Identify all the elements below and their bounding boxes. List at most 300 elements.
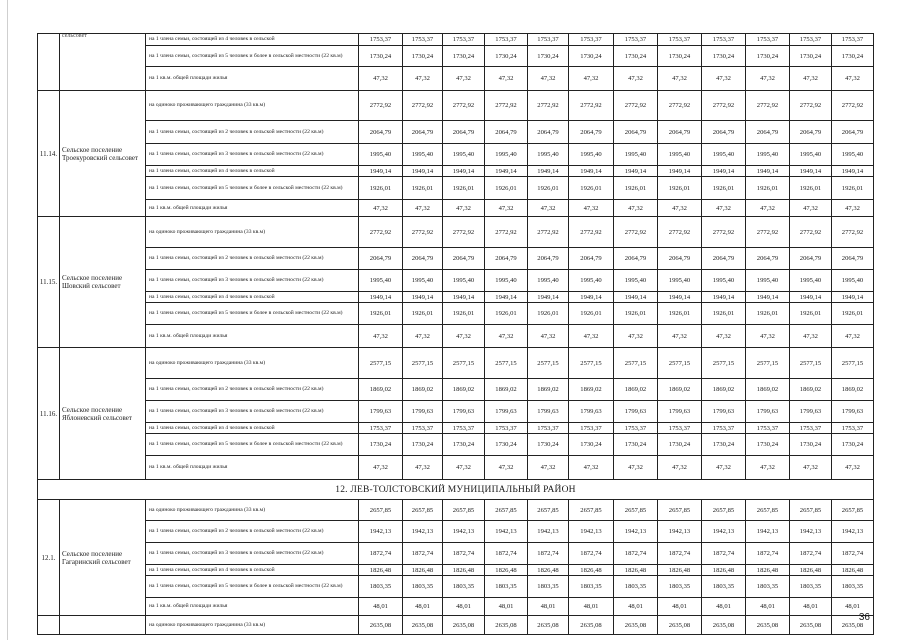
rate-value: 1799,63: [403, 401, 443, 423]
rate-value: 1926,01: [832, 303, 874, 325]
rate-description: на 1 члена семьи, состоящей из 4 человек в сельской: [146, 166, 359, 177]
rate-value: 1926,01: [443, 177, 485, 200]
rate-value: 2772,92: [485, 217, 528, 248]
settlement-name: Сельское поселение Гагаринский сельсовет: [60, 500, 146, 616]
rate-value: 2772,92: [790, 217, 832, 248]
rate-value: 2577,15: [485, 348, 528, 379]
rate-value: 1949,14: [614, 292, 658, 303]
rate-value: 2772,92: [832, 91, 874, 121]
rate-description: на 1 члена семьи, состоящей из 4 человек в сельской: [146, 423, 359, 434]
rate-value: 2635,08: [359, 616, 403, 635]
rate-value: 47,32: [485, 67, 528, 91]
rate-value: 1942,13: [403, 521, 443, 543]
rate-value: 47,32: [569, 456, 614, 480]
rate-value: 1753,37: [403, 34, 443, 46]
rate-value: 1803,35: [614, 576, 658, 598]
rate-value: 47,32: [485, 200, 528, 217]
table-row: [38, 144, 874, 166]
rate-value: 1949,14: [702, 166, 746, 177]
rate-value: 1949,14: [528, 292, 569, 303]
rate-value: 2064,79: [658, 121, 702, 144]
rate-value: 1872,74: [403, 543, 443, 565]
rate-value: 1872,74: [746, 543, 790, 565]
rate-value: 47,32: [614, 325, 658, 348]
rate-value: 1869,02: [702, 379, 746, 401]
rate-value: 47,32: [832, 200, 874, 217]
rate-value: 1995,40: [528, 270, 569, 292]
rate-value: 47,32: [528, 67, 569, 91]
rate-value: 1995,40: [485, 144, 528, 166]
rate-description: на 1 члена семьи, состоящей из 3 человек в сельской местности (22 кв.м): [146, 144, 359, 166]
rate-value: 2577,15: [702, 348, 746, 379]
rate-value: 1926,01: [569, 177, 614, 200]
rate-value: 2772,92: [569, 91, 614, 121]
rate-description: на 1 кв.м. общей площади жилья: [146, 325, 359, 348]
rate-value: 1730,24: [485, 434, 528, 456]
rate-value: 1753,37: [658, 423, 702, 434]
rate-value: 1869,02: [832, 379, 874, 401]
rate-value: 47,32: [614, 200, 658, 217]
rate-value: 1942,13: [485, 521, 528, 543]
rate-value: 2064,79: [528, 121, 569, 144]
rate-value: 2772,92: [528, 91, 569, 121]
table-row: [38, 217, 874, 248]
rate-value: 1949,14: [569, 166, 614, 177]
rate-description: на 1 члена семьи, состоящей из 2 человек в сельской местности (22 кв.м): [146, 121, 359, 144]
section-number: [38, 34, 60, 91]
rate-description: на 1 кв.м. общей площади жилья: [146, 598, 359, 616]
rate-value: 47,32: [832, 325, 874, 348]
section-number: [38, 616, 60, 635]
rate-value: 1872,74: [832, 543, 874, 565]
rate-value: 1803,35: [790, 576, 832, 598]
rate-value: 1926,01: [746, 177, 790, 200]
rate-value: 48,01: [832, 598, 874, 616]
rate-value: 1869,02: [528, 379, 569, 401]
rate-value: 1799,63: [702, 401, 746, 423]
rate-description: на одиноко проживающего гражданина (33 кв.м): [146, 217, 359, 248]
rate-value: 1753,37: [569, 34, 614, 46]
rate-description: на 1 члена семьи, состоящей из 5 человек и более в сельской местности (22 кв.м): [146, 576, 359, 598]
rate-description: на 1 члена семьи, состоящей из 2 человек в сельской местности (22 кв.м): [146, 521, 359, 543]
table-row: [38, 177, 874, 200]
table-row: [38, 270, 874, 292]
table-row: [38, 67, 874, 91]
rate-value: 48,01: [702, 598, 746, 616]
settlement-name: [60, 616, 146, 635]
rate-value: 1995,40: [485, 270, 528, 292]
rate-value: 47,32: [569, 67, 614, 91]
rate-value: 1730,24: [359, 46, 403, 67]
rate-value: 47,32: [569, 200, 614, 217]
rate-description: на 1 члена семьи, состоящей из 5 человек и более в сельской местности (22 кв.м): [146, 46, 359, 67]
table-row: [38, 166, 874, 177]
table-row: [38, 46, 874, 67]
rate-value: 1869,02: [443, 379, 485, 401]
rate-value: 1753,37: [702, 423, 746, 434]
rate-value: 1730,24: [443, 434, 485, 456]
rate-value: 1995,40: [790, 270, 832, 292]
rate-value: 1949,14: [658, 166, 702, 177]
rate-value: 1949,14: [832, 292, 874, 303]
rate-value: 1949,14: [746, 166, 790, 177]
rate-value: 2635,08: [614, 616, 658, 635]
rate-value: 47,32: [702, 67, 746, 91]
rate-value: 1826,48: [485, 565, 528, 576]
rate-value: 47,32: [832, 67, 874, 91]
rate-value: 47,32: [485, 456, 528, 480]
rate-description: на 1 члена семьи, состоящей из 3 человек в сельской местности (22 кв.м): [146, 401, 359, 423]
rate-value: 1872,74: [569, 543, 614, 565]
table-row: [38, 248, 874, 270]
table-row: [38, 401, 874, 423]
rate-value: 2064,79: [528, 248, 569, 270]
rate-value: 1799,63: [359, 401, 403, 423]
rate-value: 1803,35: [528, 576, 569, 598]
rate-value: 1942,13: [569, 521, 614, 543]
rate-value: 1949,14: [702, 292, 746, 303]
rate-description: на 1 члена семьи, состоящей из 3 человек в сельской местности (22 кв.м): [146, 543, 359, 565]
rate-value: 1949,14: [359, 166, 403, 177]
rate-value: 47,32: [443, 325, 485, 348]
rate-value: 2772,92: [702, 91, 746, 121]
rate-value: 1995,40: [443, 270, 485, 292]
rate-value: 1826,48: [614, 565, 658, 576]
rate-value: 2064,79: [614, 121, 658, 144]
rate-value: 1995,40: [790, 144, 832, 166]
rate-value: 2772,92: [443, 91, 485, 121]
rate-value: 2064,79: [832, 248, 874, 270]
rate-value: 1926,01: [528, 177, 569, 200]
rate-value: 1926,01: [528, 303, 569, 325]
rate-value: 2772,92: [658, 217, 702, 248]
rate-value: 2064,79: [746, 121, 790, 144]
rate-value: 1730,24: [443, 46, 485, 67]
rate-value: 1799,63: [832, 401, 874, 423]
rate-value: 1926,01: [658, 177, 702, 200]
rate-value: 1872,74: [528, 543, 569, 565]
rate-value: 1753,37: [746, 423, 790, 434]
rate-value: 1926,01: [569, 303, 614, 325]
rate-value: 1753,37: [485, 423, 528, 434]
rate-description: на 1 члена семьи, состоящей из 2 человек в сельской местности (22 кв.м): [146, 379, 359, 401]
table-row: [38, 91, 874, 121]
rate-value: 2657,85: [403, 500, 443, 521]
rate-value: 1753,37: [614, 423, 658, 434]
rate-value: 1926,01: [443, 303, 485, 325]
table-row: [38, 34, 874, 46]
rate-value: 1926,01: [359, 177, 403, 200]
rate-value: 1753,37: [614, 34, 658, 46]
rate-value: 1803,35: [658, 576, 702, 598]
table-row: [38, 423, 874, 434]
rate-value: 2064,79: [569, 121, 614, 144]
rate-value: 1872,74: [658, 543, 702, 565]
rate-value: 2064,79: [359, 248, 403, 270]
rate-value: 2635,08: [528, 616, 569, 635]
rate-value: 1949,14: [569, 292, 614, 303]
rate-value: 1995,40: [702, 270, 746, 292]
table-row: [38, 521, 874, 543]
rate-value: 1803,35: [359, 576, 403, 598]
rate-value: 2577,15: [658, 348, 702, 379]
rate-value: 2772,92: [614, 217, 658, 248]
rate-value: 2657,85: [528, 500, 569, 521]
rate-value: 2772,92: [702, 217, 746, 248]
rate-value: 2657,85: [658, 500, 702, 521]
rate-value: 47,32: [746, 200, 790, 217]
rate-value: 2064,79: [832, 121, 874, 144]
rate-description: на 1 члена семьи, состоящей из 4 человек в сельской: [146, 292, 359, 303]
rate-value: 1803,35: [832, 576, 874, 598]
rate-value: 1753,37: [403, 423, 443, 434]
rate-value: 1995,40: [614, 270, 658, 292]
rate-value: 1753,37: [528, 34, 569, 46]
rate-value: 2772,92: [485, 91, 528, 121]
rate-value: 1995,40: [569, 144, 614, 166]
rate-value: 47,32: [403, 67, 443, 91]
rate-value: 2577,15: [790, 348, 832, 379]
rate-value: 1869,02: [359, 379, 403, 401]
rate-value: 2577,15: [832, 348, 874, 379]
rate-value: 1730,24: [359, 434, 403, 456]
rate-value: 2635,08: [485, 616, 528, 635]
table-row: [38, 292, 874, 303]
rate-value: 2657,85: [790, 500, 832, 521]
rate-description: на 1 члена семьи, состоящей из 3 человек в сельской местности (22 кв.м): [146, 270, 359, 292]
rate-value: 1949,14: [485, 166, 528, 177]
rate-value: 2772,92: [569, 217, 614, 248]
rate-value: 1995,40: [528, 144, 569, 166]
rate-value: 2635,08: [658, 616, 702, 635]
rate-value: 47,32: [528, 456, 569, 480]
rate-value: 2635,08: [443, 616, 485, 635]
rate-value: 1942,13: [702, 521, 746, 543]
rate-value: 1942,13: [746, 521, 790, 543]
rate-value: 1872,74: [790, 543, 832, 565]
rate-value: 1730,24: [403, 46, 443, 67]
table-row: [38, 303, 874, 325]
rate-description: на одиноко проживающего гражданина (33 кв.м): [146, 500, 359, 521]
rate-value: 2577,15: [746, 348, 790, 379]
rate-value: 1926,01: [702, 303, 746, 325]
rate-value: 1949,14: [528, 166, 569, 177]
rate-value: 1926,01: [746, 303, 790, 325]
rate-value: 1799,63: [658, 401, 702, 423]
rate-value: 1826,48: [569, 565, 614, 576]
rate-value: 2772,92: [746, 91, 790, 121]
rate-description: на 1 члена семьи, состоящей из 4 человек в сельской: [146, 34, 359, 46]
page-number: 36: [858, 612, 870, 623]
rate-value: 2772,92: [403, 91, 443, 121]
rate-value: 2064,79: [403, 248, 443, 270]
rate-value: 1942,13: [832, 521, 874, 543]
rate-value: 47,32: [658, 200, 702, 217]
rate-value: 1869,02: [485, 379, 528, 401]
scan-edge: [7, 0, 8, 640]
rate-description: на 1 члена семьи, состоящей из 5 человек и более в сельской местности (22 кв.м): [146, 303, 359, 325]
rate-description: на 1 члена семьи, состоящей из 2 человек в сельской местности (22 кв.м): [146, 248, 359, 270]
rate-value: 1995,40: [359, 270, 403, 292]
rate-value: 1753,37: [443, 423, 485, 434]
rate-value: 2064,79: [443, 248, 485, 270]
rate-value: 1995,40: [569, 270, 614, 292]
rate-value: 1995,40: [746, 144, 790, 166]
rate-value: 47,32: [790, 67, 832, 91]
rate-value: 1826,48: [702, 565, 746, 576]
rate-value: 1926,01: [403, 177, 443, 200]
rate-value: 1942,13: [528, 521, 569, 543]
rate-value: 1826,48: [403, 565, 443, 576]
rate-description: на 1 члена семьи, состоящей из 5 человек и более в сельской местности (22 кв.м): [146, 177, 359, 200]
table-row: [38, 500, 874, 521]
rate-value: 1949,14: [790, 166, 832, 177]
rate-value: 2064,79: [403, 121, 443, 144]
rate-value: 1753,37: [832, 34, 874, 46]
rate-value: 1730,24: [569, 434, 614, 456]
table-row: [38, 598, 874, 616]
rate-value: 1949,14: [485, 292, 528, 303]
table-row: [38, 200, 874, 217]
rate-value: 1995,40: [403, 270, 443, 292]
rate-value: 2772,92: [443, 217, 485, 248]
rate-value: 1799,63: [443, 401, 485, 423]
rate-value: 1995,40: [832, 270, 874, 292]
rate-value: 1949,14: [832, 166, 874, 177]
rate-value: 47,32: [359, 200, 403, 217]
rate-value: 1995,40: [832, 144, 874, 166]
rate-value: 1799,63: [614, 401, 658, 423]
region-title-row: [38, 480, 874, 500]
rate-value: 1995,40: [359, 144, 403, 166]
rate-value: 1926,01: [359, 303, 403, 325]
rate-value: 48,01: [569, 598, 614, 616]
rate-value: 1799,63: [485, 401, 528, 423]
rate-value: 1869,02: [569, 379, 614, 401]
rate-value: 1730,24: [569, 46, 614, 67]
table-body: [38, 34, 874, 635]
rate-value: 2772,92: [614, 91, 658, 121]
rate-value: 2772,92: [746, 217, 790, 248]
rate-value: 1995,40: [403, 144, 443, 166]
rate-value: 1753,37: [832, 423, 874, 434]
rate-value: 1799,63: [569, 401, 614, 423]
rate-value: 1942,13: [443, 521, 485, 543]
rate-value: 47,32: [832, 456, 874, 480]
rate-value: 1872,74: [614, 543, 658, 565]
rate-value: 1730,24: [658, 434, 702, 456]
rate-value: 1730,24: [403, 434, 443, 456]
rate-value: 1995,40: [746, 270, 790, 292]
rate-description: на 1 члена семьи, состоящей из 5 человек и более в сельской местности (22 кв.м): [146, 434, 359, 456]
rate-value: 1730,24: [746, 46, 790, 67]
table-row: [38, 121, 874, 144]
rate-value: 2635,08: [746, 616, 790, 635]
rate-value: 1730,24: [702, 46, 746, 67]
rate-value: 1926,01: [485, 177, 528, 200]
rate-value: 47,32: [528, 325, 569, 348]
settlement-name: Сельское поселение Троекуровский сельсовет: [60, 91, 146, 217]
rate-value: 2064,79: [485, 121, 528, 144]
rate-value: 1949,14: [443, 166, 485, 177]
rate-value: 48,01: [359, 598, 403, 616]
rate-value: 2772,92: [528, 217, 569, 248]
rate-value: 1799,63: [528, 401, 569, 423]
rate-value: 1730,24: [528, 46, 569, 67]
rate-value: 47,32: [746, 456, 790, 480]
rate-value: 2064,79: [614, 248, 658, 270]
rate-value: 1949,14: [403, 166, 443, 177]
rate-value: 48,01: [614, 598, 658, 616]
region-title: 12. ЛЕВ-ТОЛСТОВСКИЙ МУНИЦИПАЛЬНЫЙ РАЙОН: [38, 480, 874, 500]
rate-value: 1826,48: [658, 565, 702, 576]
rate-value: 1730,24: [485, 46, 528, 67]
rate-value: 2064,79: [790, 121, 832, 144]
housing-cost-table: [37, 33, 874, 635]
rate-value: 1730,24: [702, 434, 746, 456]
rate-value: 47,32: [746, 67, 790, 91]
rate-value: 1949,14: [658, 292, 702, 303]
rate-value: 1872,74: [443, 543, 485, 565]
rate-value: 2657,85: [614, 500, 658, 521]
rate-value: 47,32: [790, 325, 832, 348]
rate-value: 1803,35: [569, 576, 614, 598]
rate-value: 1753,37: [359, 34, 403, 46]
rate-value: 1872,74: [359, 543, 403, 565]
rate-value: 1753,37: [443, 34, 485, 46]
rate-value: 1942,13: [614, 521, 658, 543]
rate-value: 2577,15: [569, 348, 614, 379]
rate-value: 2772,92: [790, 91, 832, 121]
rate-value: 1753,37: [485, 34, 528, 46]
rate-value: 1942,13: [658, 521, 702, 543]
rate-value: 2635,08: [790, 616, 832, 635]
rate-value: 47,32: [359, 456, 403, 480]
rate-value: 2657,85: [746, 500, 790, 521]
rate-value: 2635,08: [569, 616, 614, 635]
rate-value: 2635,08: [403, 616, 443, 635]
rate-value: 1872,74: [485, 543, 528, 565]
rate-value: 1753,37: [359, 423, 403, 434]
rate-value: 1803,35: [403, 576, 443, 598]
rate-value: 1949,14: [746, 292, 790, 303]
table-row: [38, 325, 874, 348]
rate-value: 48,01: [790, 598, 832, 616]
rate-value: 1730,24: [790, 46, 832, 67]
rate-value: 2577,15: [359, 348, 403, 379]
rate-value: 1942,13: [359, 521, 403, 543]
rate-value: 48,01: [658, 598, 702, 616]
rate-value: 47,32: [485, 325, 528, 348]
rate-value: 2064,79: [746, 248, 790, 270]
rate-value: 1753,37: [790, 34, 832, 46]
rate-value: 47,32: [359, 325, 403, 348]
rate-value: 47,32: [614, 67, 658, 91]
rate-value: 2772,92: [658, 91, 702, 121]
rate-value: 48,01: [528, 598, 569, 616]
rate-value: 1803,35: [485, 576, 528, 598]
rate-description: на 1 кв.м. общей площади жилья: [146, 200, 359, 217]
rate-value: 1942,13: [790, 521, 832, 543]
rate-value: 2064,79: [790, 248, 832, 270]
rate-value: 1730,24: [832, 434, 874, 456]
rate-value: 1995,40: [443, 144, 485, 166]
section-number: 11.16.: [38, 348, 60, 480]
rate-value: 1753,37: [569, 423, 614, 434]
rate-value: 1826,48: [359, 565, 403, 576]
rate-value: 47,32: [443, 67, 485, 91]
rate-value: 2635,08: [832, 616, 874, 635]
